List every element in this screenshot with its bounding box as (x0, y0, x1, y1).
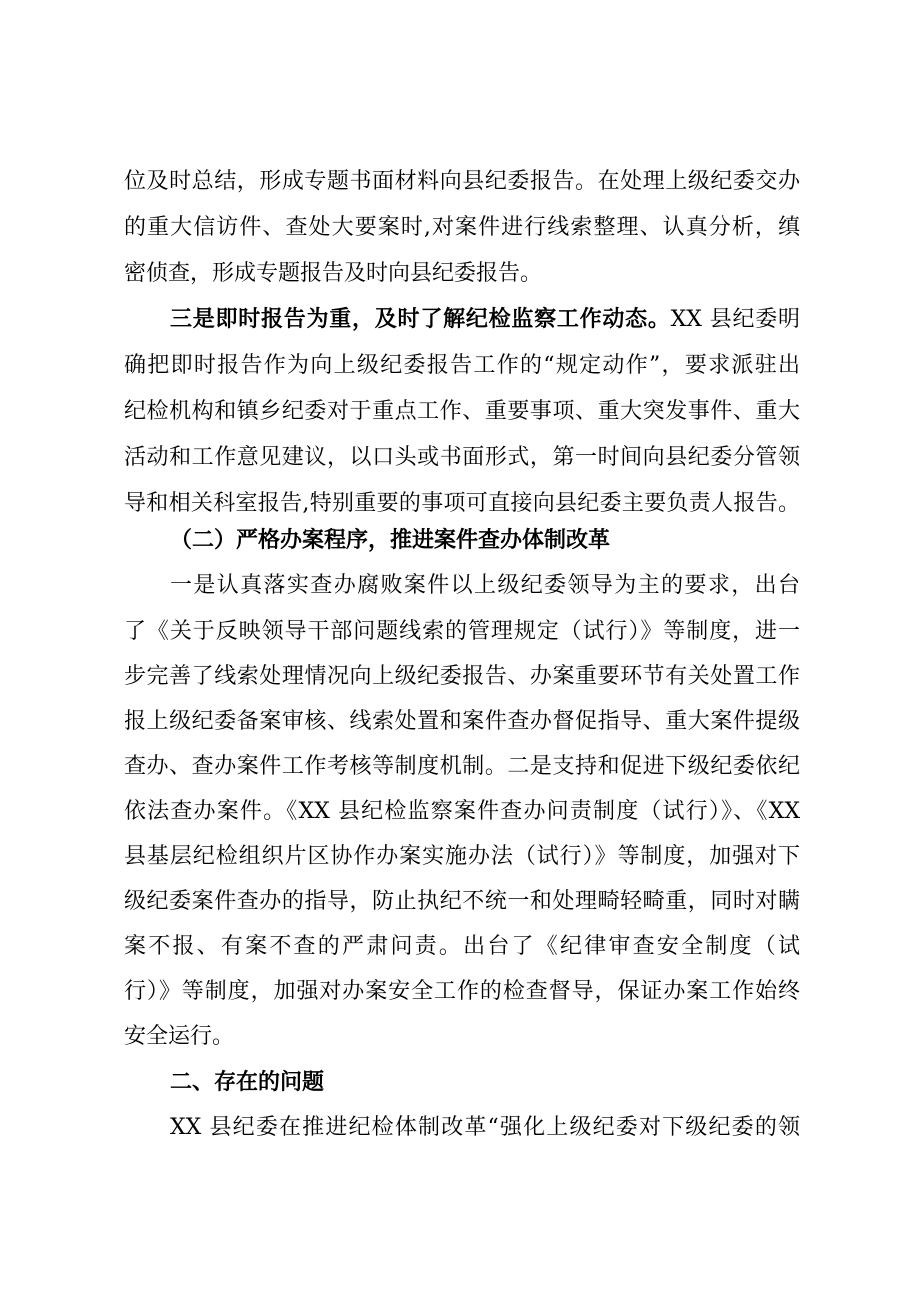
section-heading-problems: 二、存在的问题 (170, 1070, 325, 1095)
paragraph-3-line-3: 步完善了线索处理情况向上级纪委报告、办案重要环节有关处置工作 (124, 664, 800, 689)
paragraph-3-line-8: 级纪委案件查办的指导，防止执纪不统一和处理畸轻畸重，同时对瞒 (124, 889, 800, 914)
paragraph-2-lead: 三是即时报告为重，及时了解纪检监察工作动态。 (170, 307, 671, 332)
paragraph-3-line-10: 行）》等制度，加强对办案安全工作的检查督导，保证办案工作始终 (124, 979, 800, 1004)
paragraph-2-line-4: 活动和工作意见建议，以口头或书面形式，第一时间向县纪委分管领 (124, 445, 800, 470)
paragraph-3-line-4: 报上级纪委备案审核、线索处置和案件查办督促指导、重大案件提级 (124, 709, 800, 734)
paragraph-3-line-5: 查办、查办案件工作考核等制度机制。二是支持和促进下级纪委依纪 (124, 754, 800, 779)
paragraph-1-line-1: 位及时总结，形成专题书面材料向县纪委报告。在处理上级纪委交办 (124, 169, 800, 194)
section-heading-2: （二）严格办案程序，推进案件查办体制改革 (170, 528, 611, 553)
paragraph-1-line-2: 的重大信访件、查处大要案时,对案件进行线索整理、认真分析，缜 (124, 215, 800, 240)
paragraph-1-line-3: 密侦查，形成专题报告及时向县纪委报告。 (124, 261, 543, 286)
paragraph-3-line-1: 一是认真落实查办腐败案件以上级纪委领导为主的要求，出台 (170, 573, 800, 598)
paragraph-3-line-11: 安全运行。 (124, 1024, 235, 1049)
paragraph-3-line-6: 依法查办案件。《XX 县纪检监察案件查办问责制度（试行）》、《XX (124, 799, 800, 824)
paragraph-2-line-3: 纪检机构和镇乡纪委对于重点工作、重要事项、重大突发事件、重大 (124, 399, 800, 424)
paragraph-2-line-1 (170, 300, 800, 340)
paragraph-3-line-7: 县基层纪检组织片区协作办案实施办法（试行）》等制度，加强对下 (124, 844, 800, 869)
paragraph-2-line-2: 确把即时报告作为向上级纪委报告工作的“规定动作”，要求派驻出 (124, 353, 800, 378)
paragraph-2-line-1-rest: XX 县纪委明 (670, 307, 800, 332)
paragraph-4-line-1: XX 县纪委在推进纪检体制改革“强化上级纪委对下级纪委的领 (170, 1115, 800, 1140)
paragraph-2-line-5: 导和相关科室报告,特别重要的事项可直接向县纪委主要负责人报告。 (124, 491, 800, 516)
paragraph-3-line-2: 了《关于反映领导干部问题线索的管理规定（试行）》等制度，进一 (124, 619, 800, 644)
paragraph-3-line-9: 案不报、有案不查的严肃问责。出台了《纪律审查安全制度（试 (124, 934, 800, 959)
